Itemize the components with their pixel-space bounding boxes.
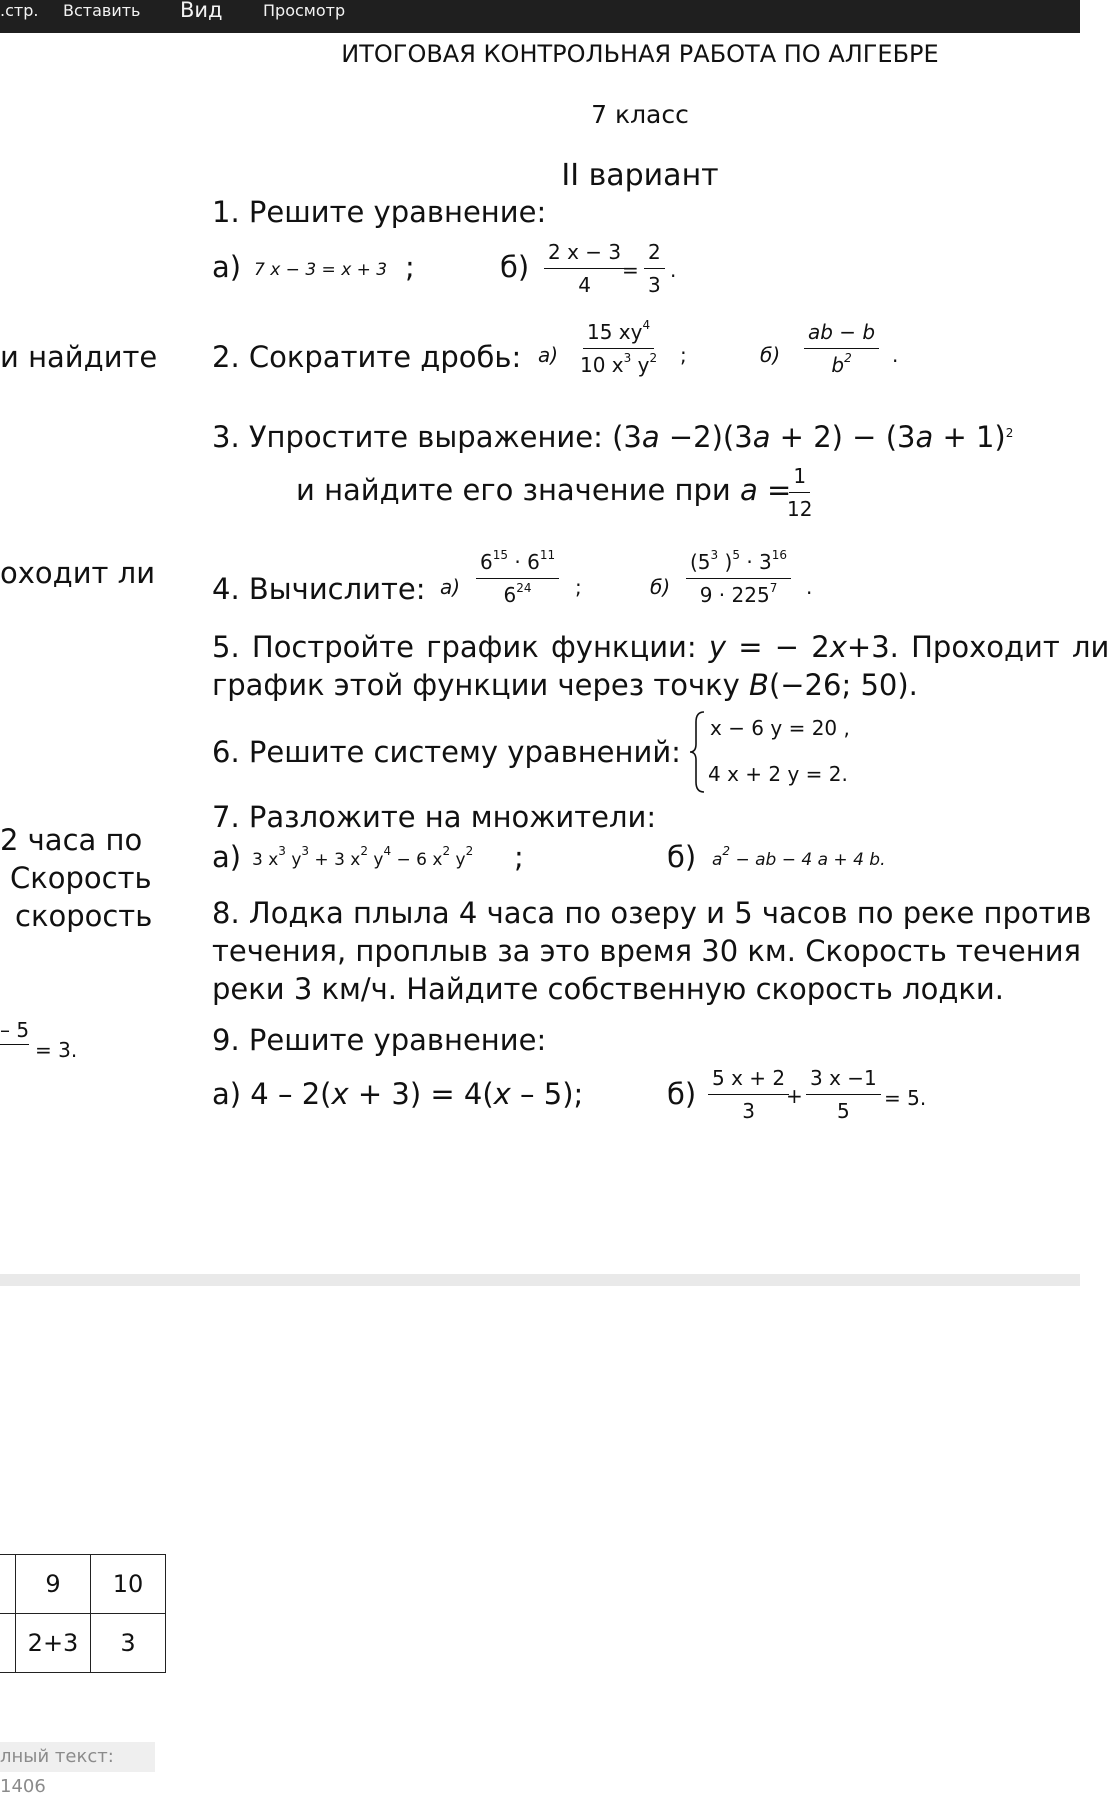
task-5-x: x: [829, 630, 847, 664]
task-2a-den: 10 x: [580, 353, 624, 377]
task-7-label: 7. Разложите на множители:: [212, 800, 657, 834]
left-fragment-3: 2 часа по: [0, 823, 143, 857]
task-1b-marker: б): [500, 250, 530, 284]
document-title: ИТОГОВАЯ КОНТРОЛЬНАЯ РАБОТА ПО АЛГЕБРЕ: [341, 40, 939, 68]
task-4a-fraction: [476, 550, 559, 607]
task-8-line2: течения, проплыв за это время 30 км. Скорость течения: [212, 934, 1081, 968]
task-9b-fraction-2: [806, 1066, 881, 1123]
task-9b-f1-den: 3: [742, 1099, 755, 1123]
table-cell: [0, 1555, 16, 1614]
t7a-p1: 3 x: [252, 850, 279, 870]
task-5-line2: [212, 668, 918, 702]
left-fragment-7: = 3.: [35, 1038, 78, 1062]
task-6-label: 6. Решите систему уравнений:: [212, 735, 681, 769]
task-4a-den-sup: 24: [516, 581, 532, 595]
t7b-p1: a: [712, 850, 723, 870]
left-fragment-4: Скорость: [10, 861, 152, 895]
task-2a-num: 15 xy: [587, 320, 643, 344]
task-3-fraction: [787, 464, 812, 521]
task-1b-den: 4: [578, 273, 591, 297]
left-fragment-1: и найдите: [0, 340, 158, 374]
task-5-text-2: график этой функции через точку: [212, 668, 750, 702]
task-2a-end: ;: [680, 343, 687, 367]
task-9a-start: а) 4 – 2(: [212, 1077, 332, 1111]
task-9-label: 9. Решите уравнение:: [212, 1023, 547, 1057]
task-4a-den: 6: [503, 583, 517, 607]
task-2a-den-sup1: 3: [623, 351, 632, 365]
t7a-s3: 2: [360, 844, 369, 858]
t7a-p2: y: [285, 850, 302, 870]
task-2-label: 2. Сократите дробь:: [212, 340, 522, 374]
t7a-s4: 4: [383, 844, 392, 858]
grade-label: 7 класс: [591, 100, 689, 129]
task-3-line2-text: и найдите его значение при: [296, 473, 740, 507]
task-2b-end: .: [892, 343, 899, 367]
task-6-eq2: 4 x + 2 y = 2.: [708, 762, 848, 786]
task-6-eq1: x − 6 y = 20 ,: [710, 716, 850, 740]
task-1a-marker: а): [212, 250, 242, 284]
task-9b-f2-num: 3 x −1: [806, 1066, 881, 1095]
t7a-p4: y: [368, 850, 384, 870]
menu-item-preview[interactable]: Просмотр: [263, 1, 346, 20]
t7b-p2: − ab − 4 a + 4 b.: [730, 850, 886, 870]
task-3-var-2: a: [752, 420, 771, 454]
task-3-mid-3: + 1): [933, 420, 1006, 454]
task-4b-den-sup: 7: [769, 581, 778, 595]
table-row: [0, 1555, 166, 1614]
task-1-label: 1. Решите уравнение:: [212, 195, 547, 229]
task-3-num: 1: [789, 464, 810, 493]
task-1b-end: .: [670, 258, 677, 282]
t7a-p5: − 6 x: [391, 850, 443, 870]
task-2a-fraction: [580, 320, 657, 377]
task-3-mid-2: + 2) − (3: [770, 420, 916, 454]
task-2a-den-sup2: 2: [649, 351, 658, 365]
task-9b-f2-den: 5: [837, 1099, 850, 1123]
status-word-count: лный текст: 1406: [0, 1742, 155, 1772]
task-7a-end: ;: [514, 840, 524, 874]
table-row: [0, 1614, 166, 1673]
task-9a-mid: + 3) = 4(: [348, 1077, 494, 1111]
task-4a-num: 6: [480, 550, 493, 574]
menu-item-view[interactable]: Вид: [180, 0, 223, 22]
task-9b-plus: +: [786, 1084, 803, 1108]
t7a-p6: y: [450, 850, 466, 870]
task-3-sup: 2: [1005, 426, 1014, 440]
task-7b-expression: [712, 844, 886, 870]
task-3-den: 12: [787, 497, 813, 521]
task-3-label: 3. Упростите выражение: (3: [212, 420, 642, 454]
left-fragment-5: скорость: [15, 899, 153, 933]
task-4b-fraction: [686, 550, 791, 607]
task-2a-den-y: y: [631, 353, 650, 377]
page-separator: [0, 1274, 1080, 1286]
task-4a-marker: а): [440, 575, 461, 599]
task-3-var-1: a: [641, 420, 660, 454]
task-9a-x1: x: [331, 1077, 349, 1111]
task-2b-num: ab − b: [804, 320, 879, 349]
variant-label: II вариант: [561, 158, 719, 193]
table-cell: [0, 1614, 16, 1673]
task-9a-x2: x: [493, 1077, 511, 1111]
t7b-s: 2: [722, 844, 731, 858]
task-2b-fraction: [804, 320, 879, 377]
task-7a-marker: а): [212, 840, 242, 874]
task-2a-num-sup: 4: [642, 318, 651, 332]
task-9b-f1-num: 5 x + 2: [708, 1066, 789, 1095]
task-4a-sup1: 15: [492, 548, 509, 562]
task-9b-marker: б): [667, 1077, 697, 1111]
t7a-p3: + 3 x: [309, 850, 361, 870]
task-2a-marker: а): [538, 343, 559, 367]
t7a-s6: 2: [465, 844, 474, 858]
task-9a-end: – 5);: [510, 1077, 584, 1111]
task-5-y: y: [708, 630, 727, 664]
task-7b-marker: б): [667, 840, 697, 874]
task-4b-paren: ): [718, 550, 733, 574]
task-4-label: 4. Вычислите:: [212, 572, 426, 606]
task-9a: [212, 1077, 583, 1111]
task-5-coords: (−26; 50).: [768, 668, 918, 702]
table-cell: 9: [16, 1555, 91, 1614]
task-1b-equals: =: [622, 258, 639, 282]
task-3-line2: [296, 473, 791, 507]
task-4b-end: .: [806, 575, 813, 599]
task-4a-end: ;: [575, 575, 582, 599]
system-brace: [688, 710, 708, 794]
table-cell: 2+3: [16, 1614, 91, 1673]
task-5-text-1: 5. Постройте график функции:: [212, 630, 709, 664]
task-2b-marker: б): [760, 343, 781, 367]
task-4b-sup2: 5: [732, 548, 740, 562]
task-5-rest: +3. Проходит ли: [846, 630, 1109, 664]
menu-bar: [0, 0, 1080, 33]
task-2b-den: b: [831, 353, 845, 377]
task-3-var-3: a: [915, 420, 934, 454]
task-4b-den: 9 · 225: [699, 583, 770, 607]
task-3-eq: =: [757, 473, 792, 507]
task-5-line1: [212, 630, 1109, 664]
task-5-point: B: [749, 668, 769, 702]
table-cell: 3: [91, 1614, 166, 1673]
task-4b-num: (5: [690, 550, 711, 574]
table-cell: 10: [91, 1555, 166, 1614]
menu-item-page[interactable]: .стр.: [0, 1, 39, 20]
menu-item-insert[interactable]: Вставить: [63, 1, 141, 20]
task-1b-rnum: 2: [644, 240, 665, 269]
left-fragment-2: оходит ли: [0, 556, 156, 590]
task-7a-expression: [252, 844, 474, 870]
task-4a-sup2: 11: [539, 548, 556, 562]
task-9b-eq: = 5.: [884, 1086, 927, 1110]
task-1b-fraction-right: [644, 240, 665, 297]
task-1b-fraction-left: [544, 240, 625, 297]
task-4b-dot: · 3: [739, 550, 772, 574]
task-3-var: a: [739, 473, 758, 507]
task-1a-end: ;: [405, 250, 415, 284]
t7a-s2: 3: [301, 844, 310, 858]
task-1b-rden: 3: [648, 273, 661, 297]
task-4b-marker: б): [650, 575, 671, 599]
task-5-eq: = − 2: [726, 630, 830, 664]
task-8-line3: реки 3 км/ч. Найдите собственную скорость лодки.: [212, 972, 1004, 1006]
task-2b-den-sup: 2: [844, 351, 852, 365]
t7a-s5: 2: [442, 844, 451, 858]
task-4a-dot: · 6: [508, 550, 540, 574]
task-4b-sup3: 16: [771, 548, 788, 562]
task-1a-expression: 7 x − 3 = x + 3: [254, 260, 388, 280]
task-3-mid-1: −2)(3: [659, 420, 753, 454]
task-8-line1: 8. Лодка плыла 4 часа по озеру и 5 часов по реке против: [212, 896, 1092, 930]
t7a-s1: 3: [278, 844, 286, 858]
task-3-line1: [212, 420, 1013, 454]
score-table: [0, 1554, 166, 1673]
task-9b-fraction-1: [708, 1066, 789, 1123]
task-4b-sup1: 3: [710, 548, 719, 562]
left-fragment-6: – 5: [0, 1018, 29, 1045]
task-1b-num: 2 x − 3: [544, 240, 625, 269]
